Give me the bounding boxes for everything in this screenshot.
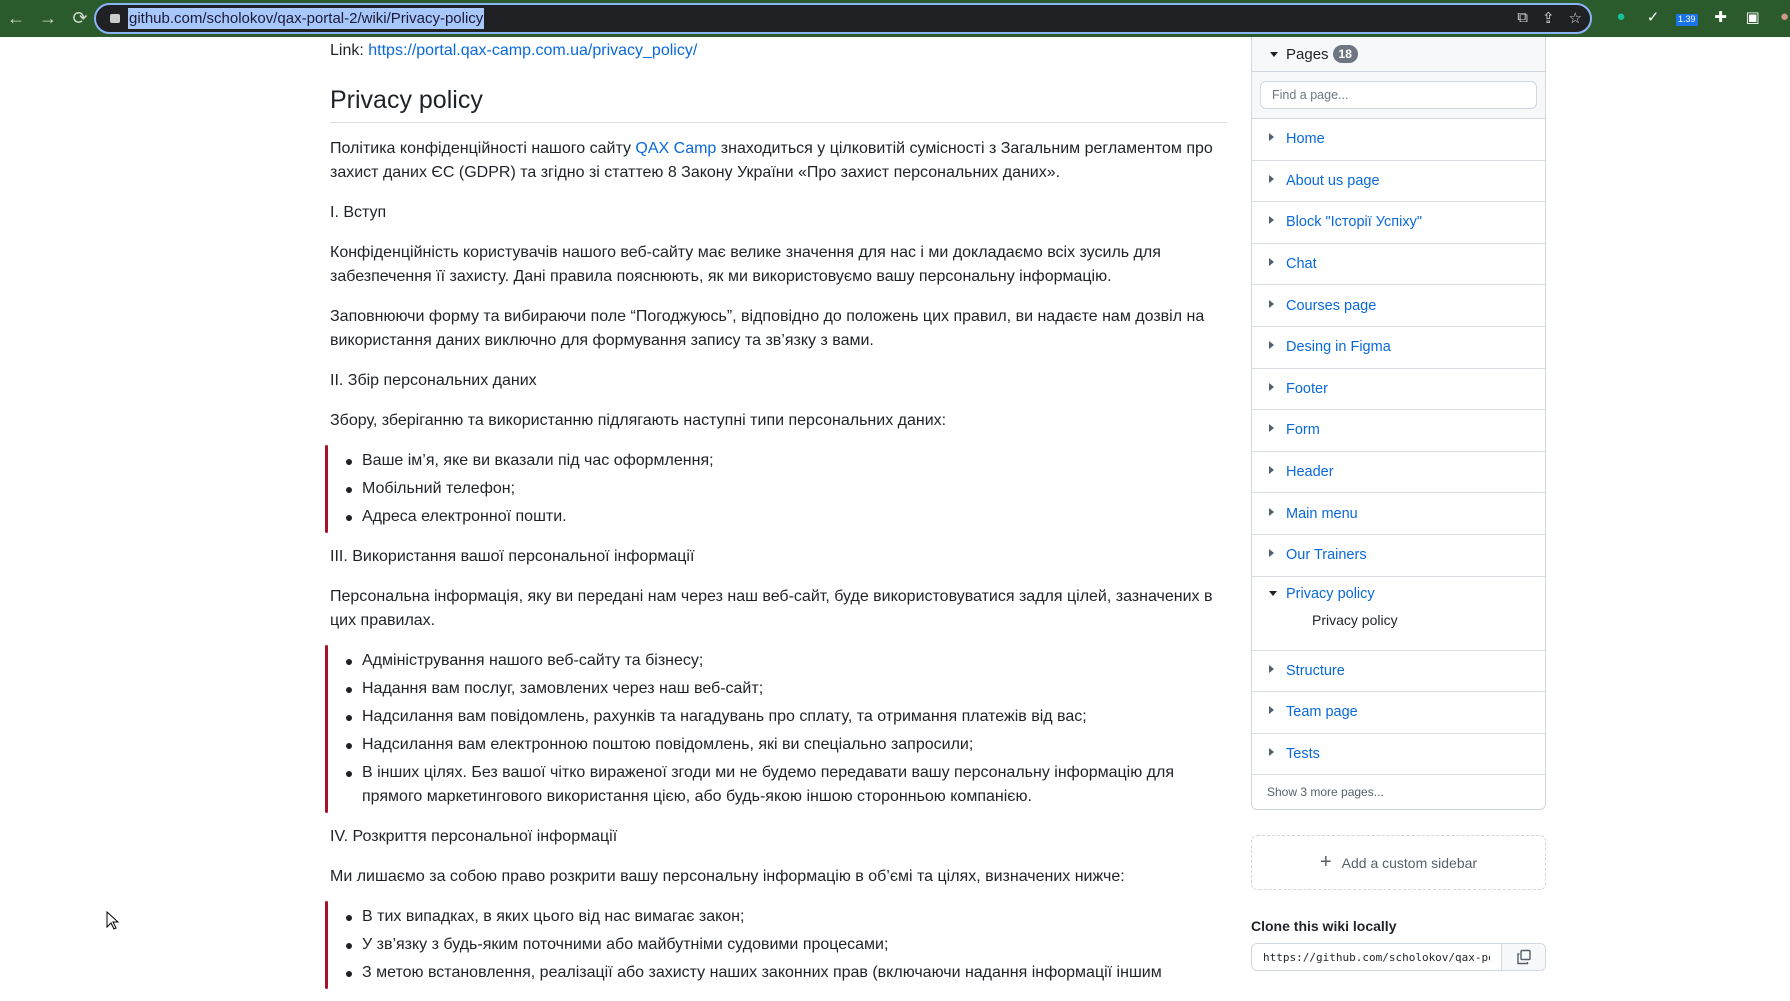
page-link[interactable]: Our Trainers xyxy=(1286,547,1367,564)
sidebar-item xyxy=(1252,285,1545,327)
sidebar-item xyxy=(1252,535,1545,577)
extension-badge[interactable]: 1.39 xyxy=(1678,14,1696,24)
page-link[interactable]: Courses page xyxy=(1286,297,1377,314)
caret-right-icon[interactable] xyxy=(1269,549,1274,557)
pages-toggle[interactable] xyxy=(1252,37,1545,72)
caret-right-icon[interactable] xyxy=(1269,466,1274,474)
page-link[interactable]: Footer xyxy=(1286,380,1328,397)
sidebar-item xyxy=(1252,651,1545,693)
usage-list xyxy=(330,649,1227,809)
clone-url-input[interactable] xyxy=(1252,944,1501,970)
qax-camp-link[interactable]: QAX Camp xyxy=(635,140,717,157)
paragraph: Збору, зберіганню та використанню підлягають наступні типи персональних даних: xyxy=(330,412,947,429)
data-types-list xyxy=(330,449,1227,529)
sidebar-item xyxy=(1252,369,1545,411)
sidebar-item xyxy=(1252,410,1545,452)
page-link[interactable]: Block "Історії Успіху" xyxy=(1286,214,1423,231)
find-page-input[interactable] xyxy=(1260,81,1537,109)
list-item: Мобільний телефон; xyxy=(362,477,1227,501)
list-item: В тих випадках, в яких цього від нас вимагає закон; xyxy=(362,905,1227,929)
plus-icon: + xyxy=(1319,851,1332,874)
page-title: Privacy policy xyxy=(330,83,1227,123)
share-icon[interactable]: ⇪ xyxy=(1541,10,1555,27)
clone-title: Clone this wiki locally xyxy=(1251,918,1397,935)
sidebar-item xyxy=(1252,493,1545,535)
page-link[interactable]: Header xyxy=(1286,464,1334,481)
mouse-cursor-icon xyxy=(106,911,120,931)
sidebar-item xyxy=(1252,692,1545,734)
address-bar[interactable] xyxy=(94,3,1592,34)
sidebar-item xyxy=(1252,244,1545,286)
sidebar-item xyxy=(1252,734,1545,776)
link-label: Link: xyxy=(330,42,364,59)
page-link[interactable]: Form xyxy=(1286,422,1320,439)
page-link[interactable]: Desing in Figma xyxy=(1286,339,1391,356)
copy-icon xyxy=(1516,949,1532,965)
section-heading: IV. Розкриття персональної інформації xyxy=(330,828,618,845)
clone-url-group xyxy=(1251,943,1546,971)
avatar[interactable]: ● xyxy=(1780,8,1790,25)
sub-page-link[interactable]: Privacy policy xyxy=(1312,611,1398,628)
reload-icon[interactable]: ⟳ xyxy=(72,8,88,28)
caret-down-icon[interactable] xyxy=(1269,591,1277,596)
pages-label: Pages xyxy=(1286,45,1329,63)
caret-right-icon[interactable] xyxy=(1269,341,1274,349)
page-link[interactable]: Chat xyxy=(1286,256,1317,273)
copy-button[interactable] xyxy=(1501,944,1545,970)
translate-icon[interactable]: ⧉ xyxy=(1517,9,1528,26)
sidebar-item xyxy=(1252,327,1545,369)
lock-icon xyxy=(110,14,120,23)
forward-icon[interactable]: → xyxy=(39,8,57,28)
extension-check-icon[interactable]: ✓ xyxy=(1646,9,1660,26)
page-link[interactable]: About us page xyxy=(1286,172,1380,189)
portal-link[interactable]: https://portal.qax-camp.com.ua/privacy_policy/ xyxy=(368,42,698,59)
show-more-pages-link[interactable]: Show 3 more pages... xyxy=(1267,785,1384,800)
sidebar-item-privacy-policy xyxy=(1252,577,1545,651)
caret-right-icon[interactable] xyxy=(1269,424,1274,432)
browser-toolbar xyxy=(0,0,1790,37)
pages-box xyxy=(1251,37,1546,810)
list-item: Надсилання вам електронною поштою повідомлень, які ви спеціально запросили; xyxy=(362,733,1227,757)
list-item: Адміністрування нашого веб-сайту та бізнесу; xyxy=(362,649,1227,673)
disclosure-list xyxy=(330,905,1227,985)
grammarly-icon[interactable]: ● xyxy=(1616,8,1626,25)
wiki-content xyxy=(330,37,1227,1001)
caret-right-icon[interactable] xyxy=(1269,665,1274,673)
list-item: Адреса електронної пошти. xyxy=(362,505,1227,529)
section-heading: II. Збір персональних даних xyxy=(330,372,537,389)
list-item: Ваше ім’я, яке ви вказали під час оформлення; xyxy=(362,449,1227,473)
caret-right-icon[interactable] xyxy=(1269,216,1274,224)
caret-right-icon[interactable] xyxy=(1269,706,1274,714)
list-item: Надсилання вам повідомлень, рахунків та нагадувань про сплату, та отримання платежів від вас; xyxy=(362,705,1227,729)
paragraph: Ми лишаємо за собою право розкрити вашу персональну інформацію в об’ємі та цілях, визначених нижче: xyxy=(330,868,1125,885)
page-link[interactable]: Home xyxy=(1286,131,1325,148)
caret-right-icon[interactable] xyxy=(1269,300,1274,308)
star-icon[interactable]: ☆ xyxy=(1568,10,1582,27)
back-icon[interactable]: ← xyxy=(7,8,25,28)
side-panel-icon[interactable]: ▣ xyxy=(1745,9,1760,26)
list-item: Надання вам послуг, замовлених через наш веб-сайт; xyxy=(362,677,1227,701)
list-item: В інших цілях. Без вашої чітко вираженої згоди ми не будемо передавати вашу персональну інформацію для прямого маркетингового використання цією, або будь-якою іншою сторонньою компанією. xyxy=(362,761,1227,809)
wiki-sidebar xyxy=(1251,37,1546,971)
caret-right-icon[interactable] xyxy=(1269,383,1274,391)
page-link[interactable]: Team page xyxy=(1286,704,1358,721)
url-text[interactable]: github.com/scholokov/qax-portal-2/wiki/Privacy-policy xyxy=(129,10,484,27)
caret-right-icon[interactable] xyxy=(1269,133,1274,141)
paragraph: Персональна інформація, яку ви передані нам через наш веб-сайт, буде використовуватися задля цілей, зазначених в цих правилах. xyxy=(330,588,1213,629)
caret-right-icon[interactable] xyxy=(1269,508,1274,516)
list-item: У зв’язку з будь-яким поточними або майбутніми судовими процесами; xyxy=(362,933,1227,957)
sidebar-item xyxy=(1252,452,1545,494)
page-link[interactable]: Privacy policy xyxy=(1286,585,1375,602)
section-heading: III. Використання вашої персональної інформації xyxy=(330,548,695,565)
sidebar-item xyxy=(1252,202,1545,244)
intro-paragraph: Політика конфіденційності нашого сайту QAX Camp знаходиться у цілковитій сумісності з Загальним регламентом про захист даних ЄС (GDPR) та згідно зі статтею 8 Закону України «Про захист персональних даних». xyxy=(330,140,1213,181)
sidebar-item xyxy=(1252,119,1545,161)
caret-right-icon[interactable] xyxy=(1269,258,1274,266)
sidebar-item xyxy=(1252,161,1545,203)
puzzle-icon[interactable]: ✚ xyxy=(1714,9,1727,26)
caret-right-icon[interactable] xyxy=(1269,175,1274,183)
caret-right-icon[interactable] xyxy=(1269,748,1274,756)
page-link[interactable]: Structure xyxy=(1286,662,1345,679)
page-link[interactable]: Tests xyxy=(1286,746,1320,763)
paragraph: Заповнюючи форму та вибираючи поле “Погоджуюсь”, відповідно до положень цих правил, ви надаєте нам дозвіл на використання даних виключно для формування запису та зв’язку з вами. xyxy=(330,308,1205,349)
paragraph: Конфіденційність користувачів нашого веб-сайту має велике значення для нас і ми докладаємо всіх зусиль для забезпечення її захисту. Дані правила пояснюють, як ми використовуємо вашу персональну інформацію. xyxy=(330,244,1161,285)
section-heading: I. Вступ xyxy=(330,204,387,221)
add-custom-sidebar-button[interactable]: + Add a custom sidebar xyxy=(1251,835,1546,890)
pages-count-badge: 18 xyxy=(1333,45,1358,63)
page-link[interactable]: Main menu xyxy=(1286,505,1358,522)
caret-down-icon xyxy=(1270,52,1278,57)
list-item: З метою встановлення, реалізації або захисту наших законних прав (включаючи надання інформації іншим xyxy=(362,961,1227,985)
